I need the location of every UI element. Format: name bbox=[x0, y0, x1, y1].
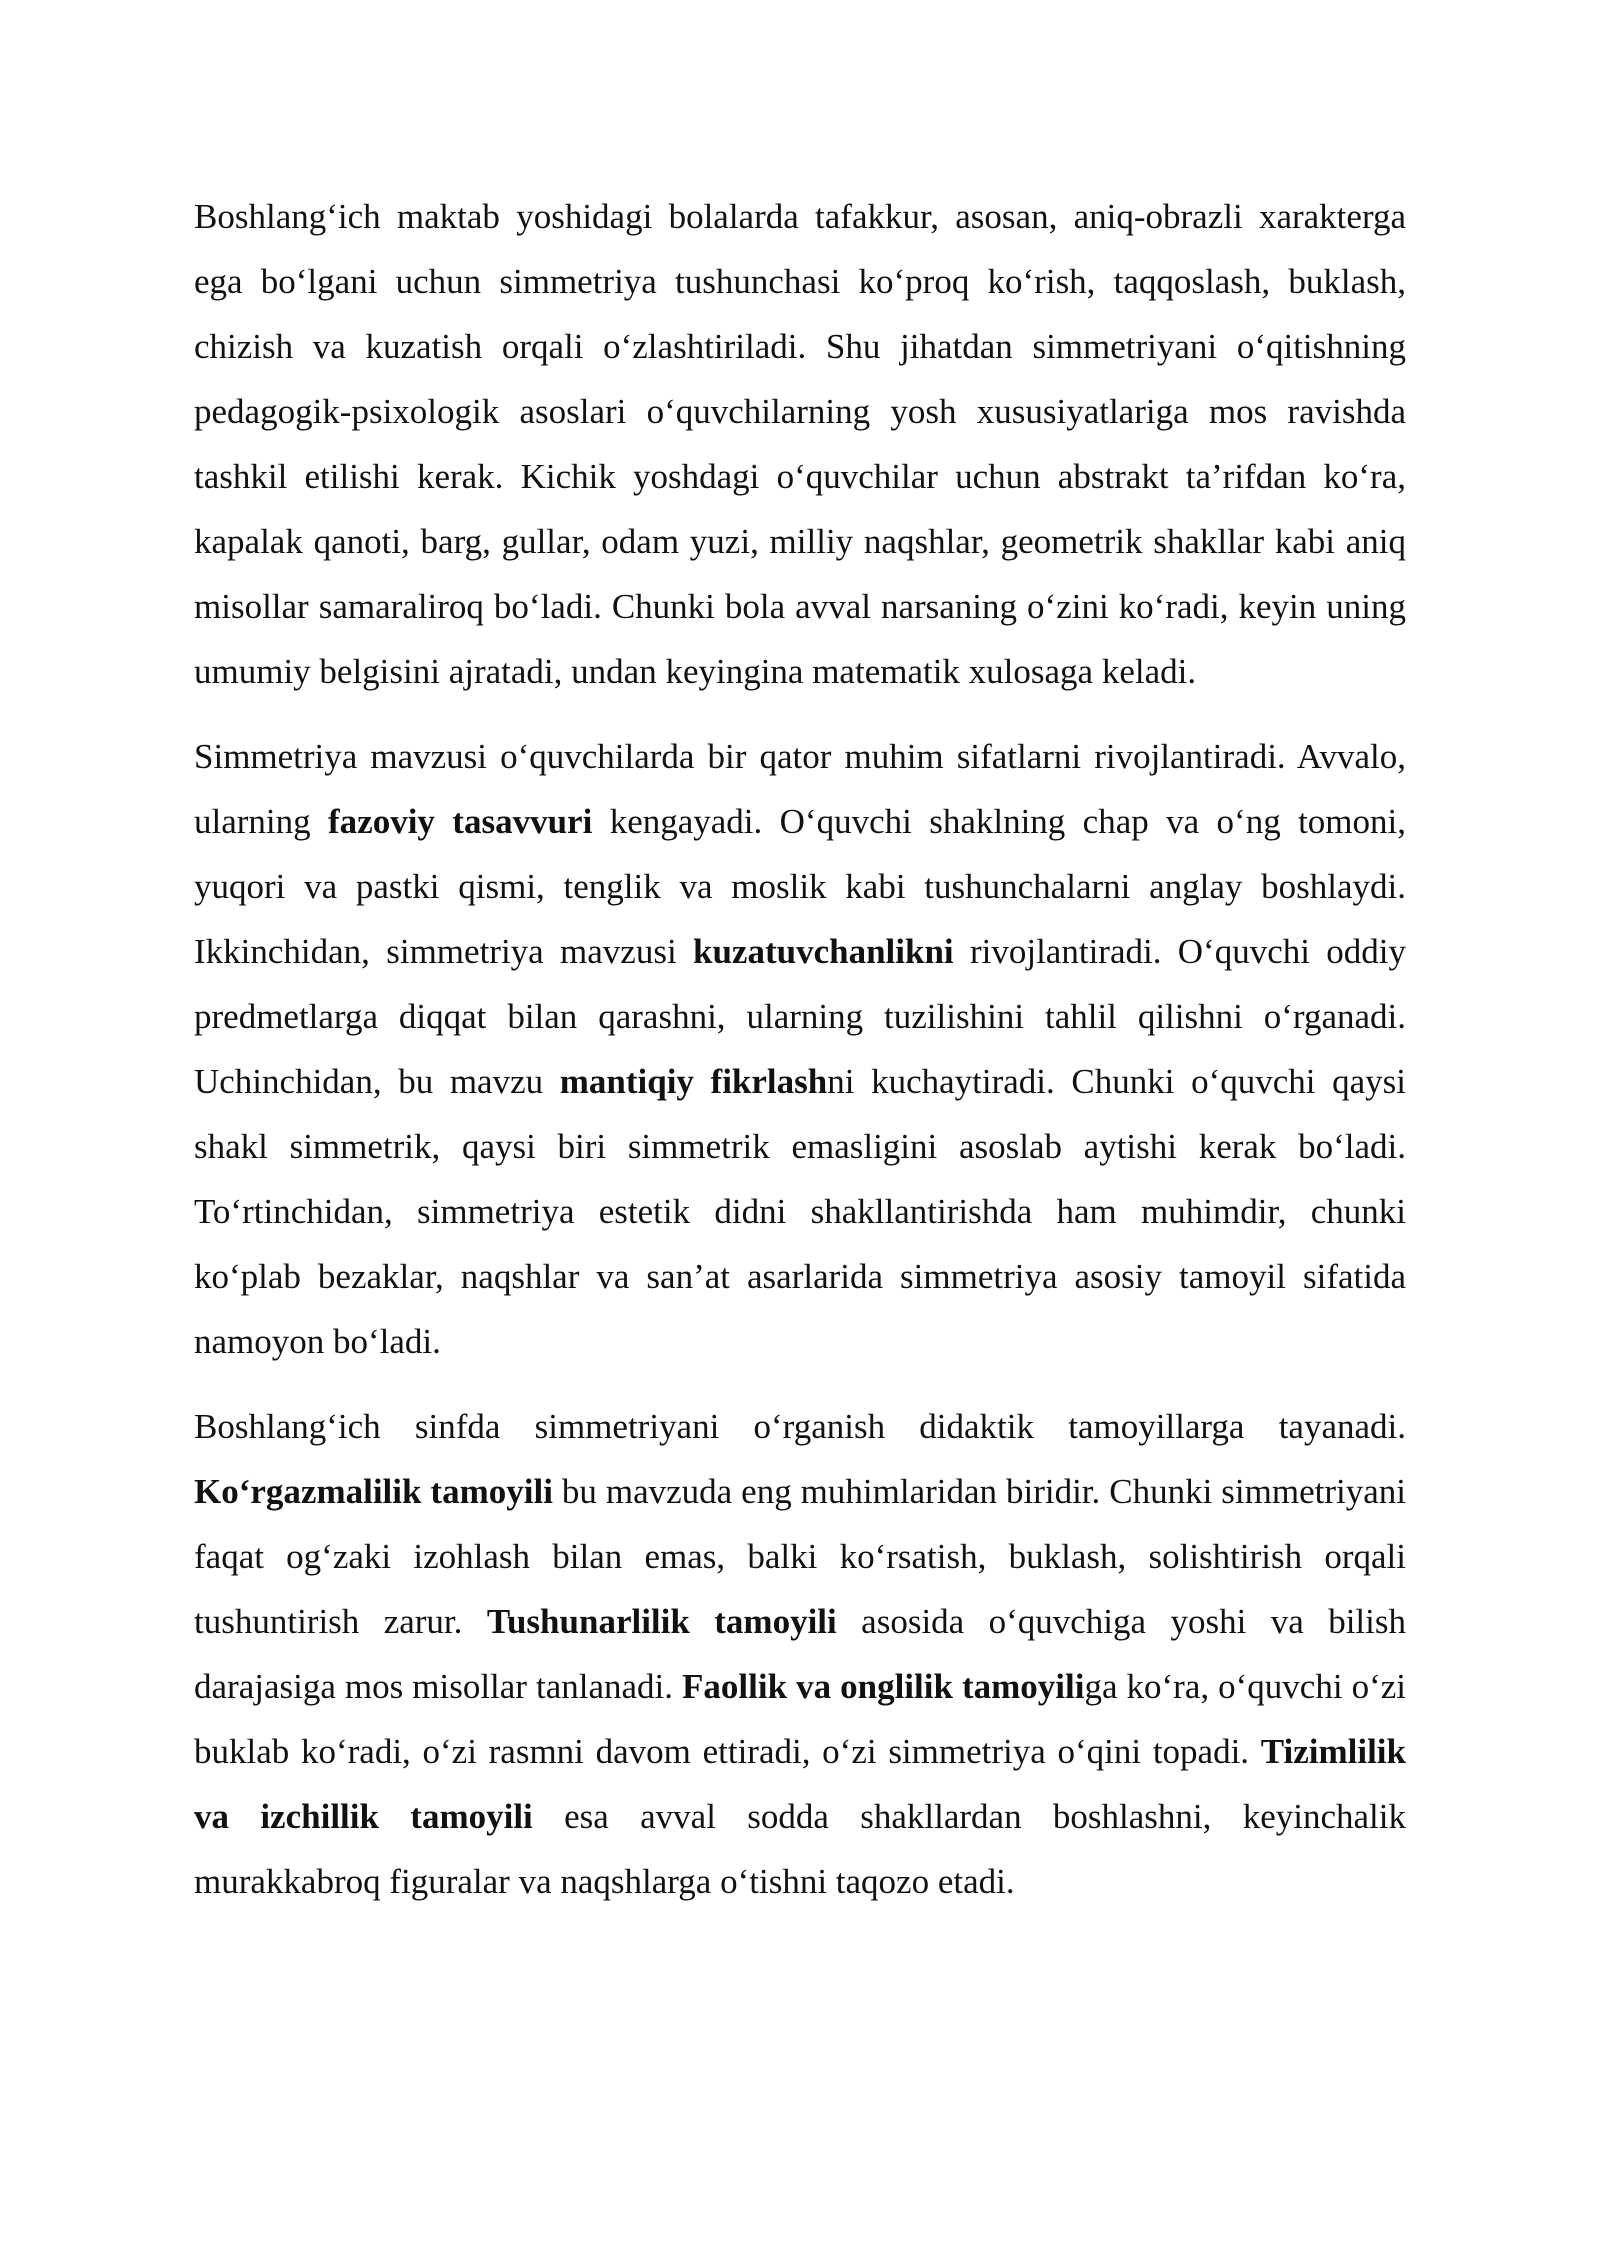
bold-term: Ko‘rgazmalilik tamoyili bbox=[194, 1472, 553, 1511]
paragraph-2 bbox=[194, 724, 1406, 1374]
bold-term: Faollik va onglilik tamoyili bbox=[682, 1667, 1085, 1706]
paragraph-text: ga ko‘ra, o‘quvchi o‘zi buklab ko‘radi, o‘zi rasmni davom ettiradi, o‘zi simmetriya o‘qini topadi. bbox=[194, 1667, 1406, 1771]
bold-term: fazoviy tasavvuri bbox=[328, 802, 593, 841]
bold-term: mantiqiy fikrlash bbox=[559, 1062, 828, 1101]
bold-term: Tizimlilik va izchillik tamoyili bbox=[194, 1732, 1406, 1836]
paragraph-3 bbox=[194, 1394, 1406, 1914]
paragraph-text: Boshlang‘ich maktab yoshidagi bolalarda tafakkur, asosan, aniq-obrazli xarakterga ega bo‘lgani uchun simmetriya tushunchasi ko‘proq ko‘rish, taqqoslash, buklash, chizish va kuzatish orqali o‘zlashtiriladi. Shu jihatdan simmetriyani o‘qitishning pedagogik-psixologik asoslari o‘quvchilarning yosh xususiyatlariga mos ravishda tashkil etilishi kerak. Kichik yoshdagi o‘quvchilar uchun abstrakt ta’rifdan ko‘ra, kapalak qanoti, barg, gullar, odam yuzi, milliy naqshlar, geometrik shakllar kabi aniq misollar samaraliroq bo‘ladi. Chunki bola avval narsaning o‘zini ko‘radi, keyin uning umumiy belgisini ajratadi, undan keyingina matematik xulosaga keladi. bbox=[194, 197, 1406, 691]
paragraph-text: esa avval sodda shakllardan boshlashni, keyinchalik murakkabroq figuralar va naqshlarga o‘tishni taqozo etadi. bbox=[194, 1797, 1407, 1901]
bold-term: kuzatuvchanlikni bbox=[693, 932, 954, 971]
paragraph-text: asosida o‘quvchiga yoshi va bilish darajasiga mos misollar tanlanadi. bbox=[194, 1602, 1406, 1706]
paragraph-text: Simmetriya mavzusi o‘quvchilarda bir qator muhim sifatlarni rivojlantiradi. Avvalo, ularning bbox=[194, 737, 1406, 841]
paragraph-text: kengayadi. O‘quvchi shaklning chap va o‘ng tomoni, yuqori va pastki qismi, tenglik va moslik kabi tushunchalarni anglay boshlaydi. Ikkinchidan, simmetriya mavzusi bbox=[194, 802, 1406, 971]
paragraph-1 bbox=[194, 184, 1406, 704]
paragraph-text: Boshlang‘ich sinfda simmetriyani o‘rganish didaktik tamoyillarga tayanadi. bbox=[194, 1407, 1406, 1446]
document-page bbox=[194, 184, 1406, 1934]
paragraph-text: ni kuchaytiradi. Chunki o‘quvchi qaysi shakl simmetrik, qaysi biri simmetrik emasligini asoslab aytishi kerak bo‘ladi. To‘rtinchidan, simmetriya estetik didni shakllantirishda ham muhimdir, chunki ko‘plab bezaklar, naqshlar va san’at asarlarida simmetriya asosiy tamoyil sifatida namoyon bo‘ladi. bbox=[194, 1062, 1406, 1361]
paragraph-text: bu mavzuda eng muhimlaridan biridir. Chunki simmetriyani faqat og‘zaki izohlash bilan emas, balki ko‘rsatish, buklash, solishtirish orqali tushuntirish zarur. bbox=[194, 1472, 1406, 1641]
paragraph-text: rivojlantiradi. O‘quvchi oddiy predmetlarga diqqat bilan qarashni, ularning tuzilishini tahlil qilishni o‘rganadi. Uchinchidan, bu mavzu bbox=[194, 932, 1407, 1101]
bold-term: Tushunarlilik tamoyili bbox=[486, 1602, 837, 1641]
